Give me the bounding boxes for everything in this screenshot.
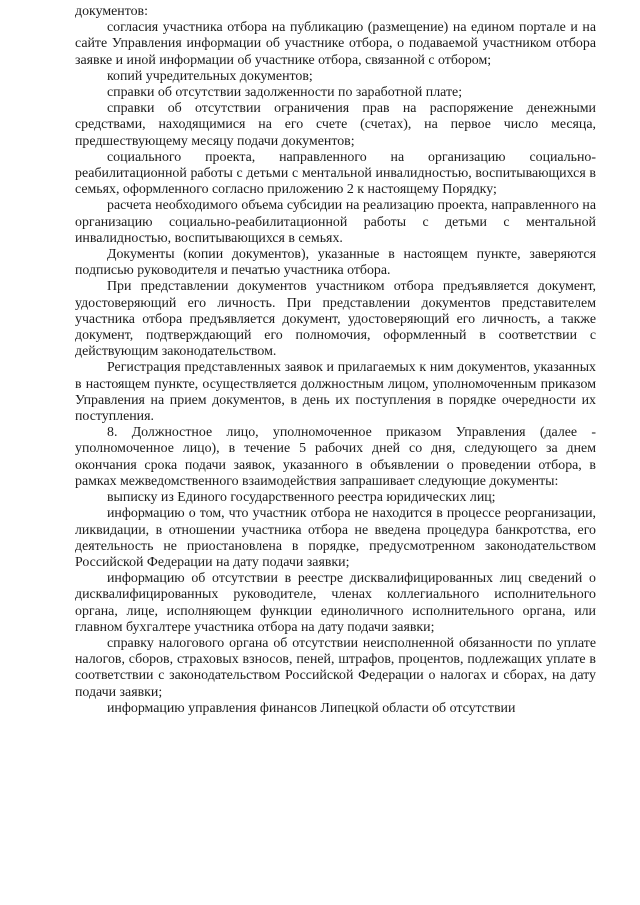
- paragraph-1: согласия участника отбора на публикацию (размещение) на едином портале и на сайте Управления информации об участнике отбора, о подаваемой участником отбора заявке и иной информации об участнике отбора, связанной с отбором;: [75, 20, 596, 68]
- paragraph-11: выписку из Единого государственного реестра юридических лиц;: [107, 490, 496, 506]
- paragraph-9: Регистрация представленных заявок и прилагаемых к ним документов, указанных в настоящем пункте, осуществляется должностным лицом, уполномоченным приказом Управления на прием документов, в день их поступления в порядке очередности их поступления.: [75, 360, 596, 425]
- paragraph-14: справку налогового органа об отсутствии неисполненной обязанности по уплате налогов, сборов, страховых взносов, пеней, штрафов, процентов, подлежащих уплате в соответствии с законодательством Российской Федерации о налогах и сборах, на дату подачи заявки;: [75, 635, 596, 700]
- paragraph-10: 8. Должностное лицо, уполномоченное приказом Управления (далее - уполномоченное лицо), в течение 5 рабочих дней со дня, следующего за днем окончания срока подачи заявок, указанного в объявлении о проведении отбора, в рамках межведомственного взаимодействия запрашивает следующие документы:: [75, 425, 596, 489]
- paragraph-6: расчета необходимого объема субсидии на реализацию проекта, направленного на организацию социально-реабилитационной работы с детьми с ментальной инвалидностью, воспитывающихся в семьях.: [75, 198, 596, 246]
- paragraph-2: копий учредительных документов;: [107, 68, 313, 84]
- paragraph-13: информацию об отсутствии в реестре дисквалифицированных лиц сведений о дисквалифицированных руководителе, членах коллегиального исполнительного органа, лице, исполняющем функции единоличного исполнительного органа, или главном бухгалтере участника отбора на дату подачи заявки;: [75, 571, 596, 635]
- paragraph-8: При представлении документов участником отбора предъявляется документ, удостоверяющий его личность. При представлении документов представителем участника отбора предъявляется документ, удостоверяющий его личность, а также документ, подтверждающий его полномочия, оформленный в соответствии с действующим законодательством.: [75, 279, 596, 360]
- paragraph-12: информацию о том, что участник отбора не находится в процессе реорганизации, ликвидации, в отношении участника отбора не введена процедура банкротства, его деятельность не приостановлена в порядке, предусмотренном законодательством Российской Федерации на дату подачи заявки;: [75, 506, 596, 570]
- paragraph-4: справки об отсутствии ограничения прав на распоряжение денежными средствами, находящимися на его счете (счетах), на первое число месяца, предшествующему месяцу подачи документов;: [75, 101, 596, 149]
- paragraph-3: справки об отсутствии задолженности по заработной плате;: [107, 85, 463, 101]
- paragraph-15: информацию управления финансов Липецкой области об отсутствии: [107, 700, 516, 716]
- paragraph-5: социального проекта, направленного на организацию социально-реабилитационной работы с детьми с ментальной инвалидностью, воспитывающихся в семьях, оформленного согласно приложению 2 к настоящему Порядку;: [75, 149, 596, 198]
- paragraph-7: Документы (копии документов), указанные в настоящем пункте, заверяются подписью руководителя и печатью участника отбора.: [75, 247, 596, 279]
- document-page: [75, 4, 596, 717]
- paragraph-0: документов:: [75, 4, 148, 19]
